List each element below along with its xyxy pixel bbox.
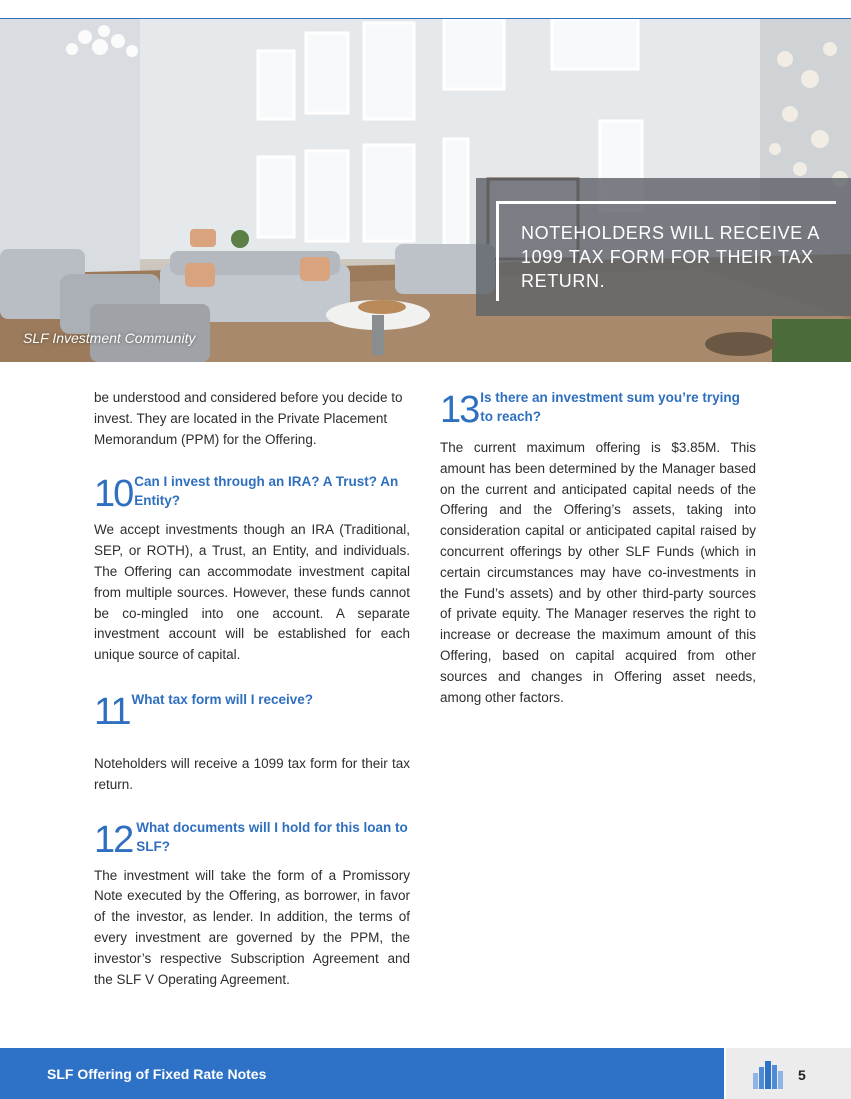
page-number-box [724, 1048, 851, 1099]
question-number: 10 [94, 473, 133, 516]
question-number: 13 [440, 389, 479, 431]
intro-paragraph: be understood and considered before you decide to invest. They are located in the Private Placement Memorandum (PPM) for the Offering. [94, 390, 403, 447]
question-number: 11 [94, 690, 130, 733]
question-title: Can I invest through an IRA? A Trust? An Entity? [134, 474, 399, 509]
photo-caption: SLF Investment Community [23, 330, 196, 346]
right-column [440, 388, 756, 708]
question-number: 12 [94, 818, 133, 861]
question-title: Is there an investment sum you’re trying to reach? [480, 390, 740, 424]
question-10 [94, 472, 410, 516]
left-column [94, 388, 410, 990]
question-title: What tax form will I receive? [131, 691, 314, 707]
footer-title: SLF Offering of Fixed Rate Notes [47, 1066, 267, 1082]
page-number: 5 [798, 1067, 806, 1083]
answer-11: Noteholders will receive a 1099 tax form for their tax return. [94, 755, 410, 792]
answer-10: We accept investments though an IRA (Traditional, SEP, or ROTH), a Trust, an Entity, and individuals. The Offering can accommodate investment capital from multiple sources. However, these funds cannot be co-mingled into one account. A separate investment account will be established for each unique source of capital. [94, 522, 410, 663]
answer-13: The current maximum offering is $3.85M. This amount has been determined by the Manager based on the current and anticipated capital needs of the Offering and the Offering’s assets, taking into consideration capital or anticipated capital raised by concurrent offerings by other SLF Funds (which in certain circumstances may have co-investments in the Fund’s assets) and by other third-party sources of private equity. The Manager reserves the right to increase or decrease the maximum amount of this Offering, based on capital acquired from other sources and changes in Offering asset needs, among other factors. [440, 440, 756, 705]
building-bars-icon [753, 1059, 789, 1089]
question-13 [440, 388, 756, 431]
callout-text: NOTEHOLDERS WILL RECEIVE A 1099 TAX FORM FOR THEIR TAX RETURN. [521, 223, 820, 291]
answer-12: The investment will take the form of a Promissory Note executed by the Offering, as borrower, in favor of the investor, as lender. In addition, the terms of every investment are governed by the PPM, the investor’s respective Subscription Agreement and the SLF V Operating Agreement. [94, 867, 410, 987]
footer-bar [0, 1048, 851, 1099]
question-title: What documents will I hold for this loan to SLF? [136, 819, 408, 854]
question-11 [94, 690, 410, 733]
question-12 [94, 818, 410, 861]
